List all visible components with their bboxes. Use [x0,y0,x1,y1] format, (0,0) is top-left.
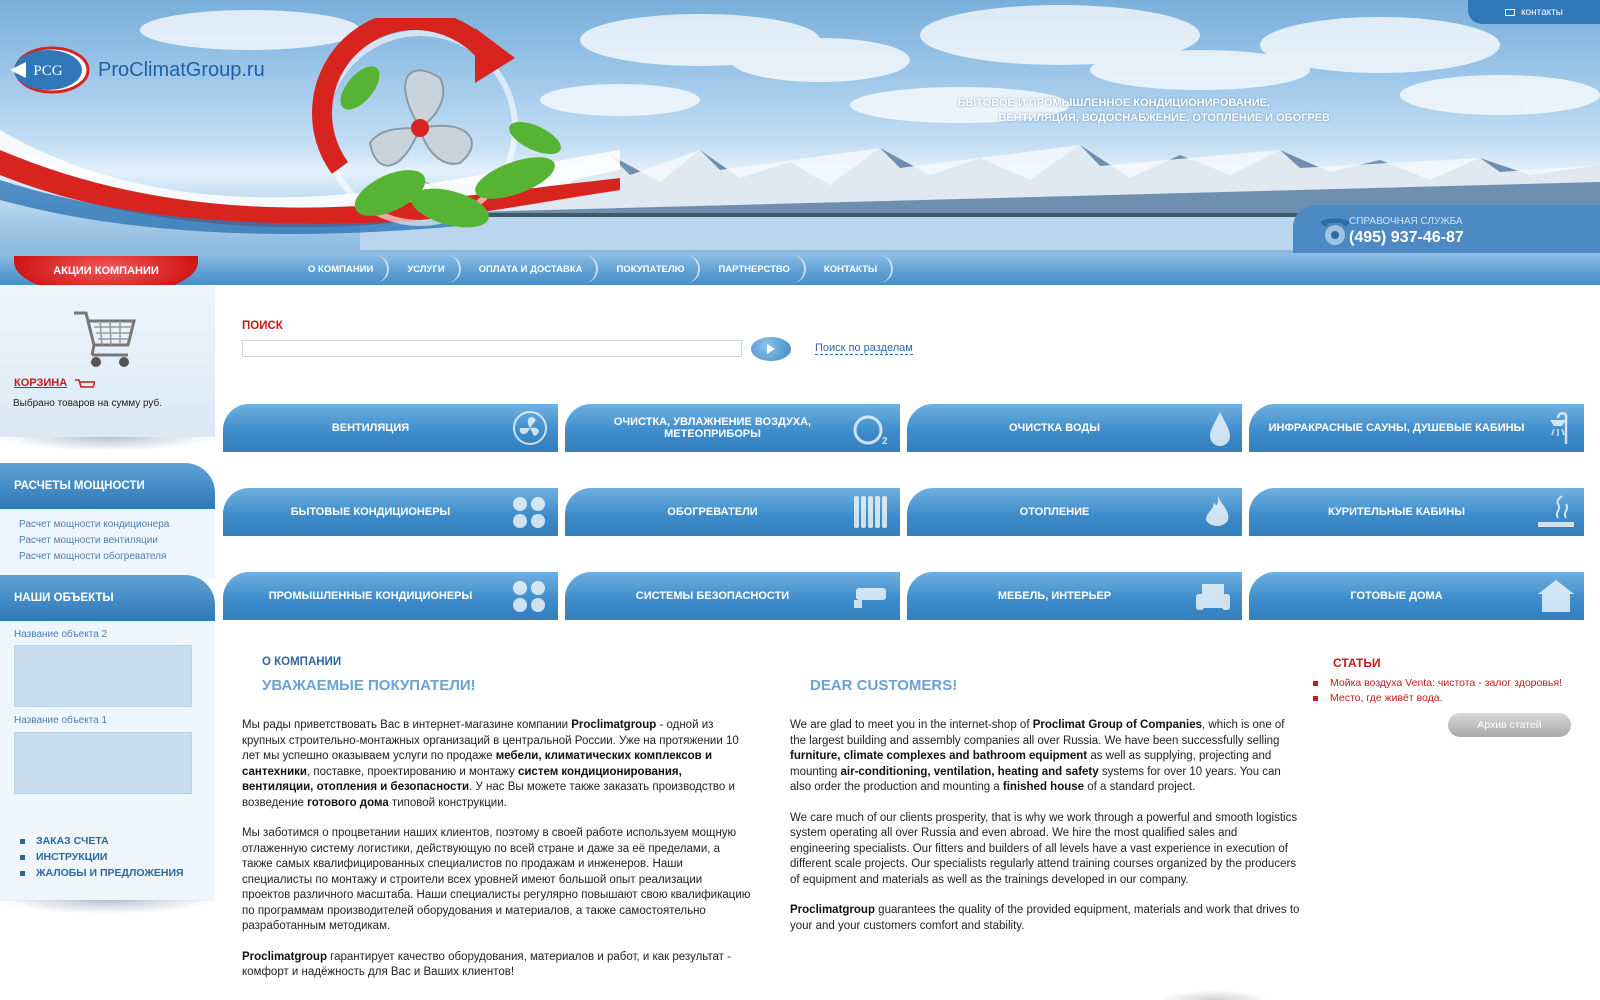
search-button[interactable] [751,337,791,361]
category-label: ПРОМЫШЛЕННЫЕ КОНДИЦИОНЕРЫ [268,590,473,602]
object-title[interactable]: Название объекта 1 [14,715,108,726]
sidebar-links [0,825,215,900]
search-sections-link[interactable]: Поиск по разделам [815,342,913,354]
nav-item-payment-delivery[interactable]: ОПЛАТА И ДОСТАВКА [461,253,599,285]
category-saunas-showers[interactable] [1249,404,1584,452]
tagline-line-1: БЫТОВОЕ И ПРОМЫШЛЕННОЕ КОНДИЦИОНИРОВАНИЕ, [957,97,1270,109]
category-label: МЕБЕЛЬ, ИНТЕРЬЕР [997,590,1112,602]
category-label: ОЧИСТКА ВОДЫ [1009,422,1100,434]
envelope-icon [1505,9,1515,16]
category-home-conditioners[interactable] [223,488,558,536]
bullet-icon [1313,681,1318,686]
bottom-shadow [1160,990,1270,1000]
object-title[interactable]: Название объекта 2 [14,629,108,640]
house-icon [1536,578,1576,614]
phone-number[interactable]: (495) 937-46-87 [1349,229,1464,246]
cart-link[interactable]: КОРЗИНА [14,377,68,389]
cigarette-icon [1536,494,1576,530]
tagline [870,96,1330,126]
article-link[interactable] [1313,691,1593,706]
about-section-title: О КОМПАНИИ [262,656,342,668]
nav-item-about[interactable]: О КОМПАНИИ [290,253,389,285]
calc-link-ventilation[interactable]: Расчет мощности вентиляции [19,535,158,546]
article-link[interactable] [1313,676,1593,691]
category-ventilation[interactable] [223,404,558,452]
category-industrial-conditioners[interactable] [223,572,558,620]
phone-label: СПРАВОЧНАЯ СЛУЖБА [1349,216,1463,227]
bullet-icon [20,871,25,876]
sidebar-bottom-shadow [0,900,215,914]
search-label: ПОИСК [242,320,283,332]
calc-links [0,509,215,579]
bullet-icon [20,839,25,844]
ru-article [242,718,752,996]
object-thumbnail[interactable] [14,732,192,794]
phone-box [1293,205,1600,257]
sidebar-link-label: ЗАКАЗ СЧЕТА [36,835,109,847]
en-paragraph: We care much of our clients prosperity, that is why we work through a powerful and smooth logistics system operating all over Russia and even abroad. We hire the most qualified sales and engineering specialists. Our fitters and builders of all levels have a vast experience in execution of different scale projects. Our specialists regularly attend training courses organized by the producers of equipment and materials as well as the trainings developed in our company. [790,811,1298,886]
camera-icon [852,578,892,614]
nav-item-contacts[interactable]: КОНТАКТЫ [806,253,893,285]
header [0,0,1600,285]
category-label: ОТОПЛЕНИЕ [1019,506,1090,518]
tagline-line-2: ВЕНТИЛЯЦИЯ, ВОДОСНАБЖЕНИЕ, ОТОПЛЕНИЕ И ОБОГРЕВ [998,112,1330,124]
sidebar-link-label: ЖАЛОБЫ И ПРЕДЛОЖЕНИЯ [36,867,184,879]
sidebar-link-instructions[interactable] [20,849,215,865]
calc-link-heater[interactable]: Расчет мощности обогревателя [19,551,167,562]
objects-heading: НАШИ ОБЪЕКТЫ [0,575,215,621]
svg-text:2: 2 [882,436,888,446]
object-thumbnail[interactable] [14,645,192,707]
svg-text:PCG: PCG [33,63,63,79]
nav-item-partnership[interactable]: ПАРТНЕРСТВО [700,253,805,285]
main-nav [290,253,893,285]
sidebar [0,285,215,1000]
category-label: ОЧИСТКА, УВЛАЖНЕНИЕ ВОЗДУХА, МЕТЕОПРИБОРЫ [613,416,812,440]
site-name: ProClimatGroup.ru [98,58,265,81]
category-air-cleaning[interactable] [565,404,900,452]
article-link-label: Мойка воздуха Venta: чистота - залог здоровья! [1330,677,1562,689]
sidebar-link-label: ИНСТРУКЦИИ [36,851,108,863]
sidebar-link-invoice[interactable] [20,833,215,849]
nav-item-customer[interactable]: ПОКУПАТЕЛЮ [598,253,700,285]
articles-archive-button[interactable]: Архив статей [1448,713,1571,737]
nav-item-services[interactable]: УСЛУГИ [389,253,460,285]
category-label: ИНФРАКРАСНЫЕ САУНЫ, ДУШЕВЫЕ КАБИНЫ [1268,422,1525,434]
category-heating[interactable] [907,488,1242,536]
cart-panel [0,285,215,437]
category-label: ОБОГРЕВАТЕЛИ [667,506,758,518]
category-ready-houses[interactable] [1249,572,1584,620]
fans-icon [510,578,550,614]
bullet-icon [1313,696,1318,701]
promo-tab[interactable]: АКЦИИ КОМПАНИИ [14,256,198,285]
bullet-icon [20,855,25,860]
armchair-icon [1194,578,1234,614]
category-label: СИСТЕМЫ БЕЗОПАСНОСТИ [635,590,790,602]
en-heading: DEAR CUSTOMERS! [810,677,958,694]
ru-paragraph: Мы рады приветствовать Вас в интернет-магазине компании Proclimatgroup - одной из крупных строительно-монтажных организаций в центральной России. Уже на протяжении 10 лет мы успешно оказываем услуги по продаже мебели, климатических комплексов и сантехники, поставке, проектированию и монтажу систем кондиционирования, вентиляции, отопления и безопасности. У нас Вы можете также заказать производство и возведение готового дома типовой конструкции. [242,719,739,809]
ru-paragraph: Мы заботимся о процветании наших клиентов, поэтому в своей работе используем мощную отлаженную систему логистики, действующую по всей стране и даже за её пределами, а также самых квалифицированных специалистов по продажам и инженеров. Наши специалисты по монтажу и строители всех уровней имеют большой опыт реализации проектов различного масштаба. Наши специалисты регулярно повышают свою квалификацию по программам производителей оборудования и материалов, а также самостоятельно разработанным методикам. [242,827,751,932]
shower-icon [1536,410,1576,446]
contacts-top-link[interactable] [1468,0,1600,24]
category-water-cleaning[interactable] [907,404,1242,452]
search-input[interactable] [242,340,742,357]
fans-icon [510,494,550,530]
cart-mini-icon [75,379,95,389]
ru-paragraph: Proclimatgroup гарантирует качество оборудования, материалов и работ, и как результат - комфорт и надёжность для Вас и Ваших клиентов! [242,950,731,978]
articles-heading: СТАТЬИ [1333,656,1381,670]
shopping-cart-icon[interactable] [70,305,140,371]
water-drop-icon [1194,410,1234,446]
flame-icon [1194,494,1234,530]
category-label: БЫТОВЫЕ КОНДИЦИОНЕРЫ [290,506,451,518]
cart-summary: Выбрано товаров на сумму руб. [13,398,163,409]
category-label: КУРИТЕЛЬНЫЕ КАБИНЫ [1327,506,1466,518]
category-label: ГОТОВЫЕ ДОМА [1350,590,1443,602]
category-label: ВЕНТИЛЯЦИЯ [331,422,410,434]
category-security-systems[interactable] [565,572,900,620]
o2-icon [852,410,892,446]
cart-shadow [0,437,215,451]
category-smoking-cabins[interactable] [1249,488,1584,536]
pcg-logo-icon [8,44,92,96]
site-logo[interactable] [8,44,265,96]
calc-heading: РАСЧЕТЫ МОЩНОСТИ [0,463,215,509]
radiator-icon [852,494,892,530]
contacts-top-label: контакты [1521,6,1563,18]
category-furniture-interior[interactable] [907,572,1242,620]
arrow-right-icon [765,343,777,355]
en-article [790,718,1300,949]
ru-heading: УВАЖАЕМЫЕ ПОКУПАТЕЛИ! [262,677,476,694]
fan-leaves-illustration [300,18,580,248]
fan-icon [510,410,550,446]
article-link-label: Место, где живёт вода. [1330,692,1443,704]
category-heaters[interactable] [565,488,900,536]
calc-link-conditioner[interactable]: Расчет мощности кондиционера [19,519,170,530]
articles-list [1313,676,1593,706]
en-paragraph: We are glad to meet you in the internet-shop of Proclimat Group of Companies, which is one of the largest building and assembly companies all over Russia. We have been successfully selling furniture, climate complexes and bathroom equipment as well as supplying, projecting and mounting air-conditioning, ventilation, heating and safety systems for over 10 years. You can also order the production and mounting a finished house of a standard project. [790,719,1285,793]
sidebar-link-complaints[interactable] [20,865,215,881]
en-paragraph: Proclimatgroup guarantees the quality of the provided equipment, materials and work that drives to your and your customers comfort and stability. [790,904,1300,932]
